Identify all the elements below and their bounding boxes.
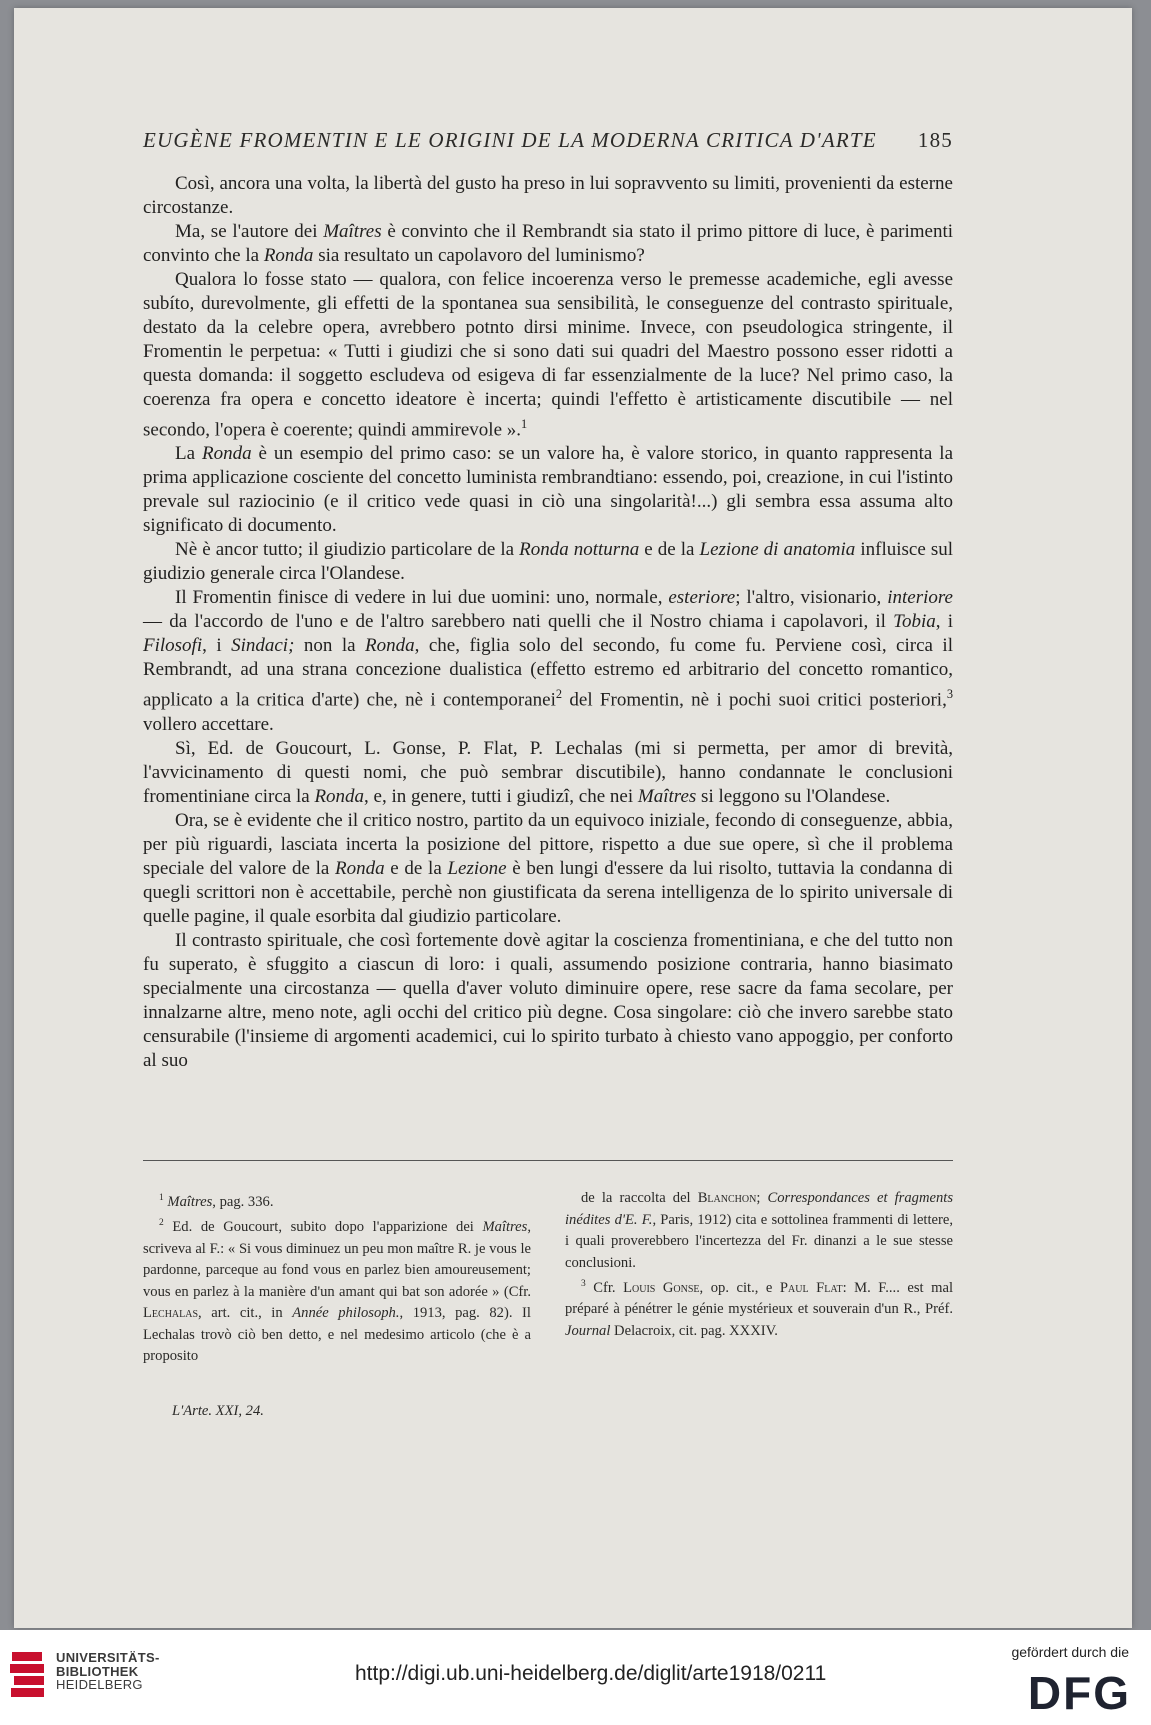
italic-span: Correspondances et fragments inédites d'E. F. xyxy=(565,1190,954,1228)
body-paragraph: Il contrasto spirituale, che così fortemente dovè agitar la coscienza fromentiniana, e che del tutto non fu superato, è sfuggito a ciascun di loro: i quali, assumendo posizione contraria, hanno biasimato specialmente una circostanza — quella d'aver voluto diminuire opere, rese sacre da fama secolare, per innalzarne altre, meno note, agli occhi del critico più degne. Cosa singolare: ciò che invero sarebbe stato censurabile (l'insieme di argomenti academici, cui lo spirito turbato à chiesto vano appoggio, per conforto al suo xyxy=(143,929,953,1071)
viewer-footer xyxy=(0,1630,1151,1725)
library-line: HEIDELBERG xyxy=(56,1677,143,1692)
italic-span: Ronda xyxy=(314,785,365,807)
italic-span: Année philosoph. xyxy=(292,1305,400,1322)
book-stack-icon xyxy=(8,1648,48,1706)
footnotes-left-column xyxy=(143,1188,531,1368)
footnotes xyxy=(143,1188,953,1368)
italic-span: Journal xyxy=(565,1322,611,1339)
library-name[interactable] xyxy=(56,1651,160,1692)
body-text xyxy=(143,172,953,1073)
italic-span: Lezione xyxy=(447,857,507,879)
italic-span: Maîtres xyxy=(482,1219,528,1236)
running-head xyxy=(143,128,953,153)
italic-span: Maîtres xyxy=(167,1193,213,1210)
footnote-marker: 2 xyxy=(159,1218,164,1229)
italic-span: Ronda xyxy=(365,635,415,657)
library-line: UNIVERSITÄTS- xyxy=(56,1650,160,1665)
body-paragraph: Sì, Ed. de Goucourt, L. Gonse, P. Flat, P. Lechalas (mi si permetta, per amor di brevità, l'avvicinamento di questi nomi, che può sembrar discutibile), hanno condannate le conclusioni fromentiniane circa la Ronda, e, in genere, tutti i giudizî, che nei Maîtres si leggono su l'Olandese. xyxy=(143,737,953,807)
footnote-marker: 2 xyxy=(555,687,563,702)
footnote-marker: 3 xyxy=(581,1279,586,1289)
library-line: BIBLIOTHEK xyxy=(56,1663,139,1679)
footnote: $^3$ Cfr. Louis Gonse, op. cit., e Paul Flat: M. F.... est mal préparé à pénétrer le génie mystérieux et souverain d'un R., Préf. Journal Delacroix, cit. pag. XXXIV. xyxy=(565,1279,954,1339)
body-paragraph: Qualora lo fosse stato — qualora, con felice incoerenza verso le premesse academiche, egli avesse subíto, durevolmente, gli effetti de la spontanea sua sensibilità, le conseguenze del contrasto spirituale, destato da la celebre opera, avrebbero potnto dirsi minime. Invece, con pseudologica stringente, il Fromentin le perpetua: « Tutti i giudizi che si sono dati sui quadri del Maestro possono esser ridotti a questa domanda: il soggetto escludeva od esigeva di far essenzialmente de la luce? Nel primo caso, la coerenza fra opera e concetto ideatore è incerta; quindi l'effetto è artisticamente discutibile — nel secondo, l'opera è coerente; quindi ammirevole ».$^1$ xyxy=(143,269,953,441)
body-paragraph: Ora, se è evidente che il critico nostro, partito da un equivoco iniziale, fecondo di conseguenze, abbia, per più riguardi, lasciata incerta la posizione del pittore, rispetto a due sue opere, sì che il problema speciale del valore de la Ronda e de la Lezione è ben lungi d'essere da lui risolto, tuttavia la condanna di quegli scrittori non è accettabile, perchè non giustificata da serena intelligenza de lo spirito universale di quelle pagine, il quale esorbita dal giudizio particolare. xyxy=(143,809,954,927)
italic-span: Tobia xyxy=(893,611,936,633)
body-paragraph: Nè è ancor tutto; il giudizio particolare de la Ronda notturna e de la Lezione di anatomia influisce sul giudizio generale circa l'Olandese. xyxy=(143,539,954,585)
italic-span: Maîtres xyxy=(323,221,382,242)
small-caps-span: Paul Flat xyxy=(779,1279,843,1296)
signature-mark: L'Arte. XXI, 24. xyxy=(172,1403,264,1419)
italic-span: esteriore xyxy=(668,587,736,609)
footnote: $^1$ Maîtres, pag. 336. xyxy=(159,1193,274,1210)
page-number: 185 xyxy=(917,128,953,152)
italic-span: Filosofi xyxy=(143,635,203,657)
italic-span: Ronda xyxy=(334,857,385,879)
body-paragraph: Il Fromentin finisce di vedere in lui due uomini: uno, normale, esteriore; l'altro, visionario, interiore — da l'accordo de l'uno e de l'altro sarebbero nati quelli che il Nostro chiama i capolavori, il Tobia, i Filosofi, i Sindaci; non la Ronda, che, figlia solo del secondo, fu come fu. Perviene così, circa il Rembrandt, ad una strana concezione dualistica (effetto estremo ed arbitrario del concetto romantico, applicato a la critica d'arte) che, nè i contemporanei$^2$ del Fromentin, nè i pochi suoi critici posteriori,$^3$ vollero accettare. xyxy=(143,587,954,735)
italic-span: Ronda notturna xyxy=(519,539,640,561)
footnote-marker: 1 xyxy=(159,1193,164,1203)
running-head-title: EUGÈNE FROMENTIN E LE ORIGINI DE LA MODERNA CRITICA D'ARTE xyxy=(143,128,877,152)
italic-span: Ronda xyxy=(201,443,252,465)
dfg-logo[interactable]: DFG xyxy=(1027,1667,1131,1719)
footnotes-right-column xyxy=(565,1188,953,1368)
small-caps-span: Blanchon xyxy=(697,1190,757,1206)
small-caps-span: Louis Gonse xyxy=(623,1279,700,1296)
footnote: $^2$ Ed. de Goucourt, subito dopo l'apparizione dei Maîtres, scriveva al F.: « Si vous diminuez un peu mon maître R. je vous le pardonne, parceque au fond vous en parlez bien amoureusement; vous en parlez à la manière d'un amant qui bat son adorée » (Cfr. Lechalas, art. cit., in Année philosoph., 1913, pag. 82). Il Lechalas trovò ciò ben detto, e nel medesimo articolo (che è a proposito xyxy=(143,1218,531,1365)
italic-span: Ronda xyxy=(263,245,314,266)
footnote: de la raccolta del Blanchon; Correspondances et fragments inédites d'E. F., Paris, 1912) cita e sottolinea frammenti di lettere, i quali proverebbero l'incertezza del Fr. dinanzi a le sue stesse conclusioni. xyxy=(565,1190,954,1271)
sponsor-caption: gefördert durch die xyxy=(1011,1644,1129,1660)
footnote-marker: 1 xyxy=(521,417,528,431)
italic-span: Maîtres xyxy=(637,785,697,807)
body-paragraph: La Ronda è un esempio del primo caso: se un valore ha, è valore storico, in quanto rappresenta la prima applicazione cosciente del concetto luminista rembrandtiano: essendo, poi, creazione, in cui l'istinto prevale sul raziocinio (e il critico vede quasi in ciò una singolarità!...) gli sembra essa assuma alto significato di documento. xyxy=(143,443,954,537)
italic-span: Sindaci; xyxy=(231,635,295,657)
italic-span: interiore xyxy=(887,587,953,609)
italic-span: Lezione di anatomia xyxy=(699,539,856,561)
small-caps-span: Lechalas xyxy=(143,1305,199,1322)
body-paragraph: Così, ancora una volta, la libertà del gusto ha preso in lui sopravvento su limiti, provenienti da esterne circostanze. xyxy=(143,173,953,218)
permalink-url[interactable]: http://digi.ub.uni-heidelberg.de/diglit/arte1918/0211 xyxy=(355,1662,827,1685)
footnote-separator xyxy=(143,1160,953,1161)
footnote-marker: 3 xyxy=(946,687,953,702)
body-paragraph: Ma, se l'autore dei Maîtres è convinto che il Rembrandt sia stato il primo pittore di luce, è parimenti convinto che la Ronda sia resultato un capolavoro del luminismo? xyxy=(143,221,953,266)
